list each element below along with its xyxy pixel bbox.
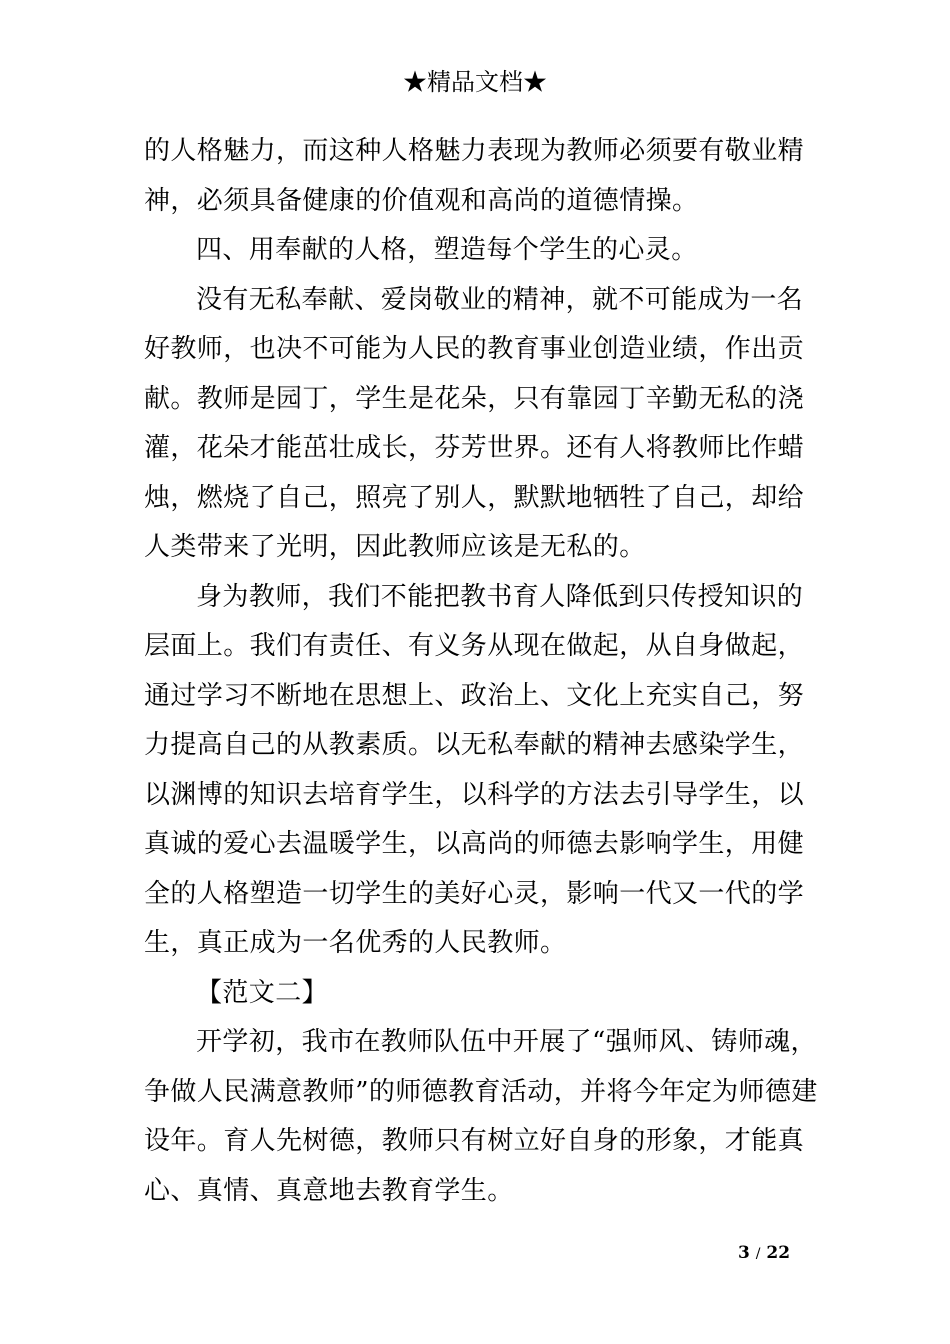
text-line: 神，必须具备健康的价值观和高尚的道德情操。 — [144, 185, 699, 216]
document-body — [144, 127, 818, 1216]
text-line: 争做人民满意教师”的师德教育活动，并将今年定为师德建 — [144, 1076, 818, 1107]
text-line: 层面上。我们有责任、有义务从现在做起，从自身做起， — [144, 631, 805, 661]
text-line: 献。教师是园丁，学生是花朵，只有靠园丁辛勤无私的浇 — [144, 383, 805, 414]
text-line: 力提高自己的从教素质。以无私奉献的精神去感染学生， — [144, 730, 805, 760]
text-line: 【范文二】 — [196, 977, 329, 1008]
current-page: 3 — [738, 1243, 750, 1263]
paragraph — [144, 969, 808, 1019]
text-line: 设年。育人先树德，教师只有树立好自身的形象，才能真 — [144, 1126, 805, 1156]
total-pages: 22 — [766, 1243, 791, 1263]
text-line: 生，真正成为一名优秀的人民教师。 — [144, 928, 567, 958]
text-line: 没有无私奉献、爱岗敬业的精神，就不可能成为一名 — [196, 284, 804, 315]
page-header: ★精品文档★ — [403, 68, 547, 96]
text-line: 灌，花朵才能茁壮成长，芬芳世界。还有人将教师比作蜡 — [144, 433, 805, 463]
text-line: 烛，燃烧了自己，照亮了别人，默默地牺牲了自己，却给 — [144, 482, 805, 513]
text-line: 心、真情、真意地去教育学生。 — [144, 1175, 514, 1206]
text-line: 开学初，我市在教师队伍中开展了“强师风、铸师魂， — [196, 1027, 817, 1057]
paragraph — [144, 1018, 818, 1216]
text-line: 人类带来了光明，因此教师应该是无私的。 — [144, 532, 646, 562]
text-line: 真诚的爱心去温暖学生，以高尚的师德去影响学生，用健 — [144, 829, 805, 859]
paragraph — [144, 127, 808, 226]
text-line: 全的人格塑造一切学生的美好心灵，影响一代又一代的学 — [144, 878, 805, 909]
paragraph — [144, 573, 808, 969]
text-line: 好教师，也决不可能为人民的教育事业创造业绩，作出贡 — [144, 334, 805, 364]
text-line: 以渊博的知识去培育学生，以科学的方法去引导学生，以 — [144, 779, 805, 810]
text-line: 身为教师，我们不能把教书育人降低到只传授知识的 — [196, 581, 804, 612]
paragraph — [144, 226, 808, 276]
text-line: 通过学习不断地在思想上、政治上、文化上充实自己，努 — [144, 680, 805, 711]
page-number — [738, 1241, 790, 1266]
text-line: 的人格魅力，而这种人格魅力表现为教师必须要有敬业精 — [144, 136, 805, 166]
page-separator: / — [755, 1246, 761, 1262]
paragraph — [144, 276, 808, 573]
text-line: 四、用奉献的人格，塑造每个学生的心灵。 — [196, 235, 698, 265]
